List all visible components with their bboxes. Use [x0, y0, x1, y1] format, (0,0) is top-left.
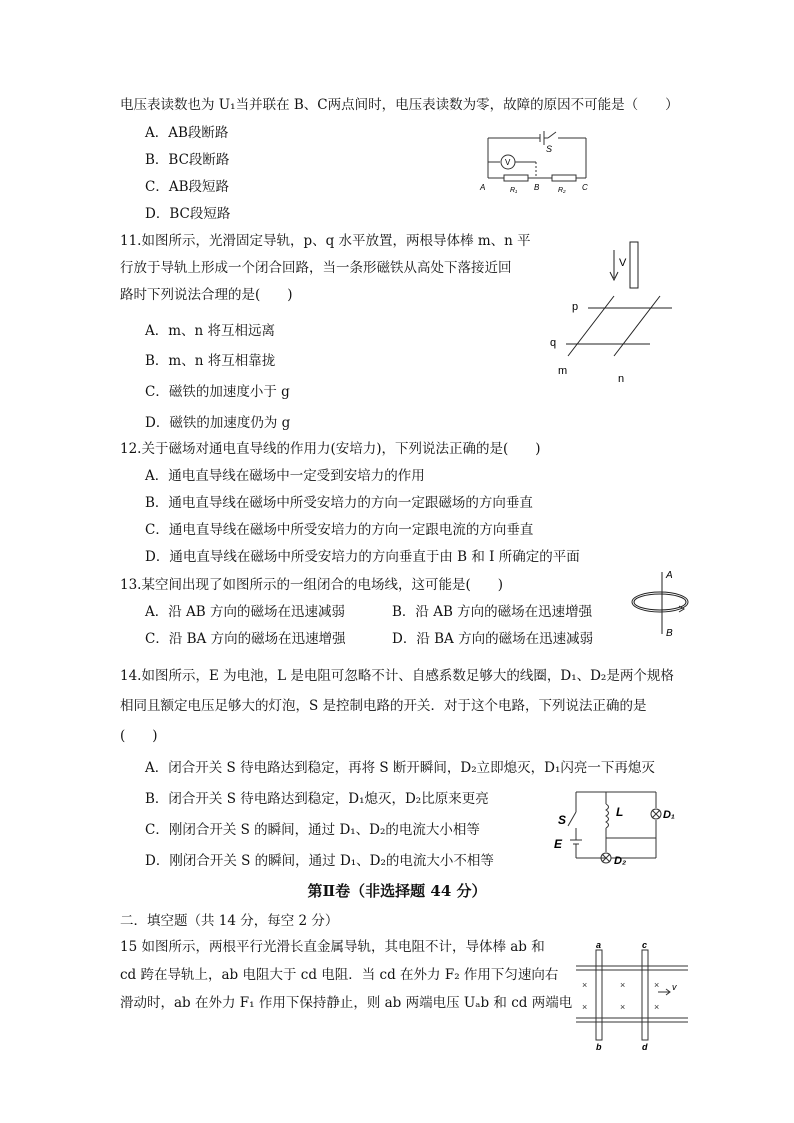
q11-stem-line-3: 路时下列说法合理的是( )	[120, 287, 293, 303]
q10-stem: 电压表读数也为 U₁当并联在 B、C两点间时，电压表读数为零，故障的原因不可能是（ ）	[120, 97, 679, 113]
q15-label-c: c	[642, 940, 648, 950]
q15-label-a: a	[596, 940, 602, 950]
q14-option-c: C．刚闭合开关 S 的瞬间，通过 D₁、D₂的电流大小相等	[145, 822, 480, 838]
q14-option-d: D．刚闭合开关 S 的瞬间，通过 D₁、D₂的电流大小不相等	[145, 853, 494, 869]
q10-option-c: C．AB段短路	[145, 179, 229, 195]
q14-stem-line-3: ( )	[120, 728, 158, 744]
q12-option-c: C．通电直导线在磁场中所受安培力的方向一定跟电流的方向垂直	[145, 522, 534, 538]
q13-option-c: C．沿 BA 方向的磁场在迅速增强	[145, 631, 346, 647]
field-cross: ×	[654, 1002, 660, 1012]
q13-label-b: B	[666, 628, 673, 639]
q15-label-d: d	[642, 1042, 648, 1052]
q13-field-lines-figure	[624, 564, 694, 640]
q11-option-c: C．磁铁的加速度小于 g	[145, 384, 290, 400]
q10-label-v: V	[505, 158, 511, 167]
q10-label-r1: R₁	[510, 187, 518, 194]
field-cross: ×	[582, 980, 588, 990]
q14-option-b: B．闭合开关 S 待电路达到稳定，D₁熄灭，D₂比原来更亮	[145, 791, 489, 807]
q15-label-v: v	[672, 982, 677, 992]
bar-magnet	[630, 242, 638, 288]
field-cross: ×	[654, 980, 660, 990]
q15-stem-line-1: 15 如图所示，两根平行光滑长直金属导轨，其电阻不计，导体棒 ab 和	[120, 939, 545, 955]
q14-stem-line-2: 相同且额定电压足够大的灯泡，S 是控制电路的开关．对于这个电路，下列说法正确的是	[120, 698, 647, 714]
q14-label-s: S	[558, 813, 567, 827]
q11-label-v: V	[619, 257, 627, 269]
q10-label-b: B	[534, 183, 540, 192]
q10-label-c: C	[582, 183, 588, 192]
q14-circuit-figure	[550, 786, 680, 866]
q11-option-b: B．m、n 将互相靠拢	[145, 353, 276, 369]
q11-option-a: A．m、n 将互相远离	[145, 323, 276, 339]
field-cross: ×	[620, 1002, 626, 1012]
q14-label-d1: D₁	[663, 809, 675, 821]
q14-label-e: E	[554, 837, 563, 851]
field-cross: ×	[582, 1002, 588, 1012]
q13-label-a: A	[666, 570, 673, 581]
q11-rails-magnet-figure	[542, 238, 682, 390]
q10-label-r2: R₂	[558, 187, 566, 194]
q12-option-a: A．通电直导线在磁场中一定受到安培力的作用	[145, 468, 425, 484]
q13-option-a: A．沿 AB 方向的磁场在迅速减弱	[145, 604, 346, 620]
q10-option-a: A．AB段断路	[145, 125, 229, 141]
q11-option-d: D．磁铁的加速度仍为 g	[145, 415, 291, 431]
q14-option-a: A．闭合开关 S 待电路达到稳定，再将 S 断开瞬间，D₂立即熄灭，D₁闪亮一下再熄灭	[145, 760, 655, 776]
q12-stem: 12.关于磁场对通电直导线的作用力(安培力)，下列说法正确的是( )	[120, 441, 541, 457]
q14-label-d2: D₂	[614, 855, 627, 866]
q15-stem-line-3: 滑动时，ab 在外力 F₁ 作用下保持静止，则 ab 两端电压 Uₐb 和 cd 两端电	[120, 995, 573, 1011]
q10-option-d: D．BC段短路	[145, 206, 231, 222]
fill-in-heading: 二．填空题（共 14 分，每空 2 分）	[120, 913, 339, 929]
q11-stem-line-1: 11.如图所示，光滑固定导轨，p、q 水平放置，两根导体棒 m、n 平	[120, 233, 531, 249]
q11-label-q: q	[550, 337, 557, 349]
q10-circuit-figure	[478, 128, 598, 196]
q10-label-a: A	[480, 183, 486, 192]
q13-option-d: D．沿 BA 方向的磁场在迅速减弱	[392, 631, 594, 647]
q11-stem-line-2: 行放于导轨上形成一个闭合回路，当一条形磁铁从高处下落接近回	[120, 260, 512, 276]
q11-label-p: p	[572, 301, 579, 313]
field-cross: ×	[620, 980, 626, 990]
q15-stem-line-2: cd 跨在导轨上，ab 电阻大于 cd 电阻．当 cd 在外力 F₂ 作用下匀速向右	[120, 967, 559, 983]
q15-rails-figure	[576, 938, 688, 1054]
q12-option-b: B．通电直导线在磁场中所受安培力的方向一定跟磁场的方向垂直	[145, 495, 533, 511]
q13-stem: 13.某空间出现了如图所示的一组闭合的电场线，这可能是( )	[120, 577, 504, 593]
q12-option-d: D．通电直导线在磁场中所受安培力的方向垂直于由 B 和 I 所确定的平面	[145, 549, 580, 565]
q11-label-m: m	[558, 365, 568, 377]
q14-label-l: L	[616, 805, 624, 819]
q14-stem-line-1: 14.如图所示，E 为电池，L 是电阻可忽略不计、自感系数足够大的线圈，D₁、D₂是两个规格	[120, 668, 674, 684]
q15-label-b: b	[596, 1042, 602, 1052]
q10-label-s: S	[546, 144, 553, 154]
q13-option-b: B．沿 AB 方向的磁场在迅速增强	[392, 604, 593, 620]
q11-label-n: n	[618, 373, 625, 385]
q10-option-b: B．BC段断路	[145, 152, 230, 168]
section-2-title: 第Ⅱ卷（非选择题 44 分）	[307, 882, 487, 900]
